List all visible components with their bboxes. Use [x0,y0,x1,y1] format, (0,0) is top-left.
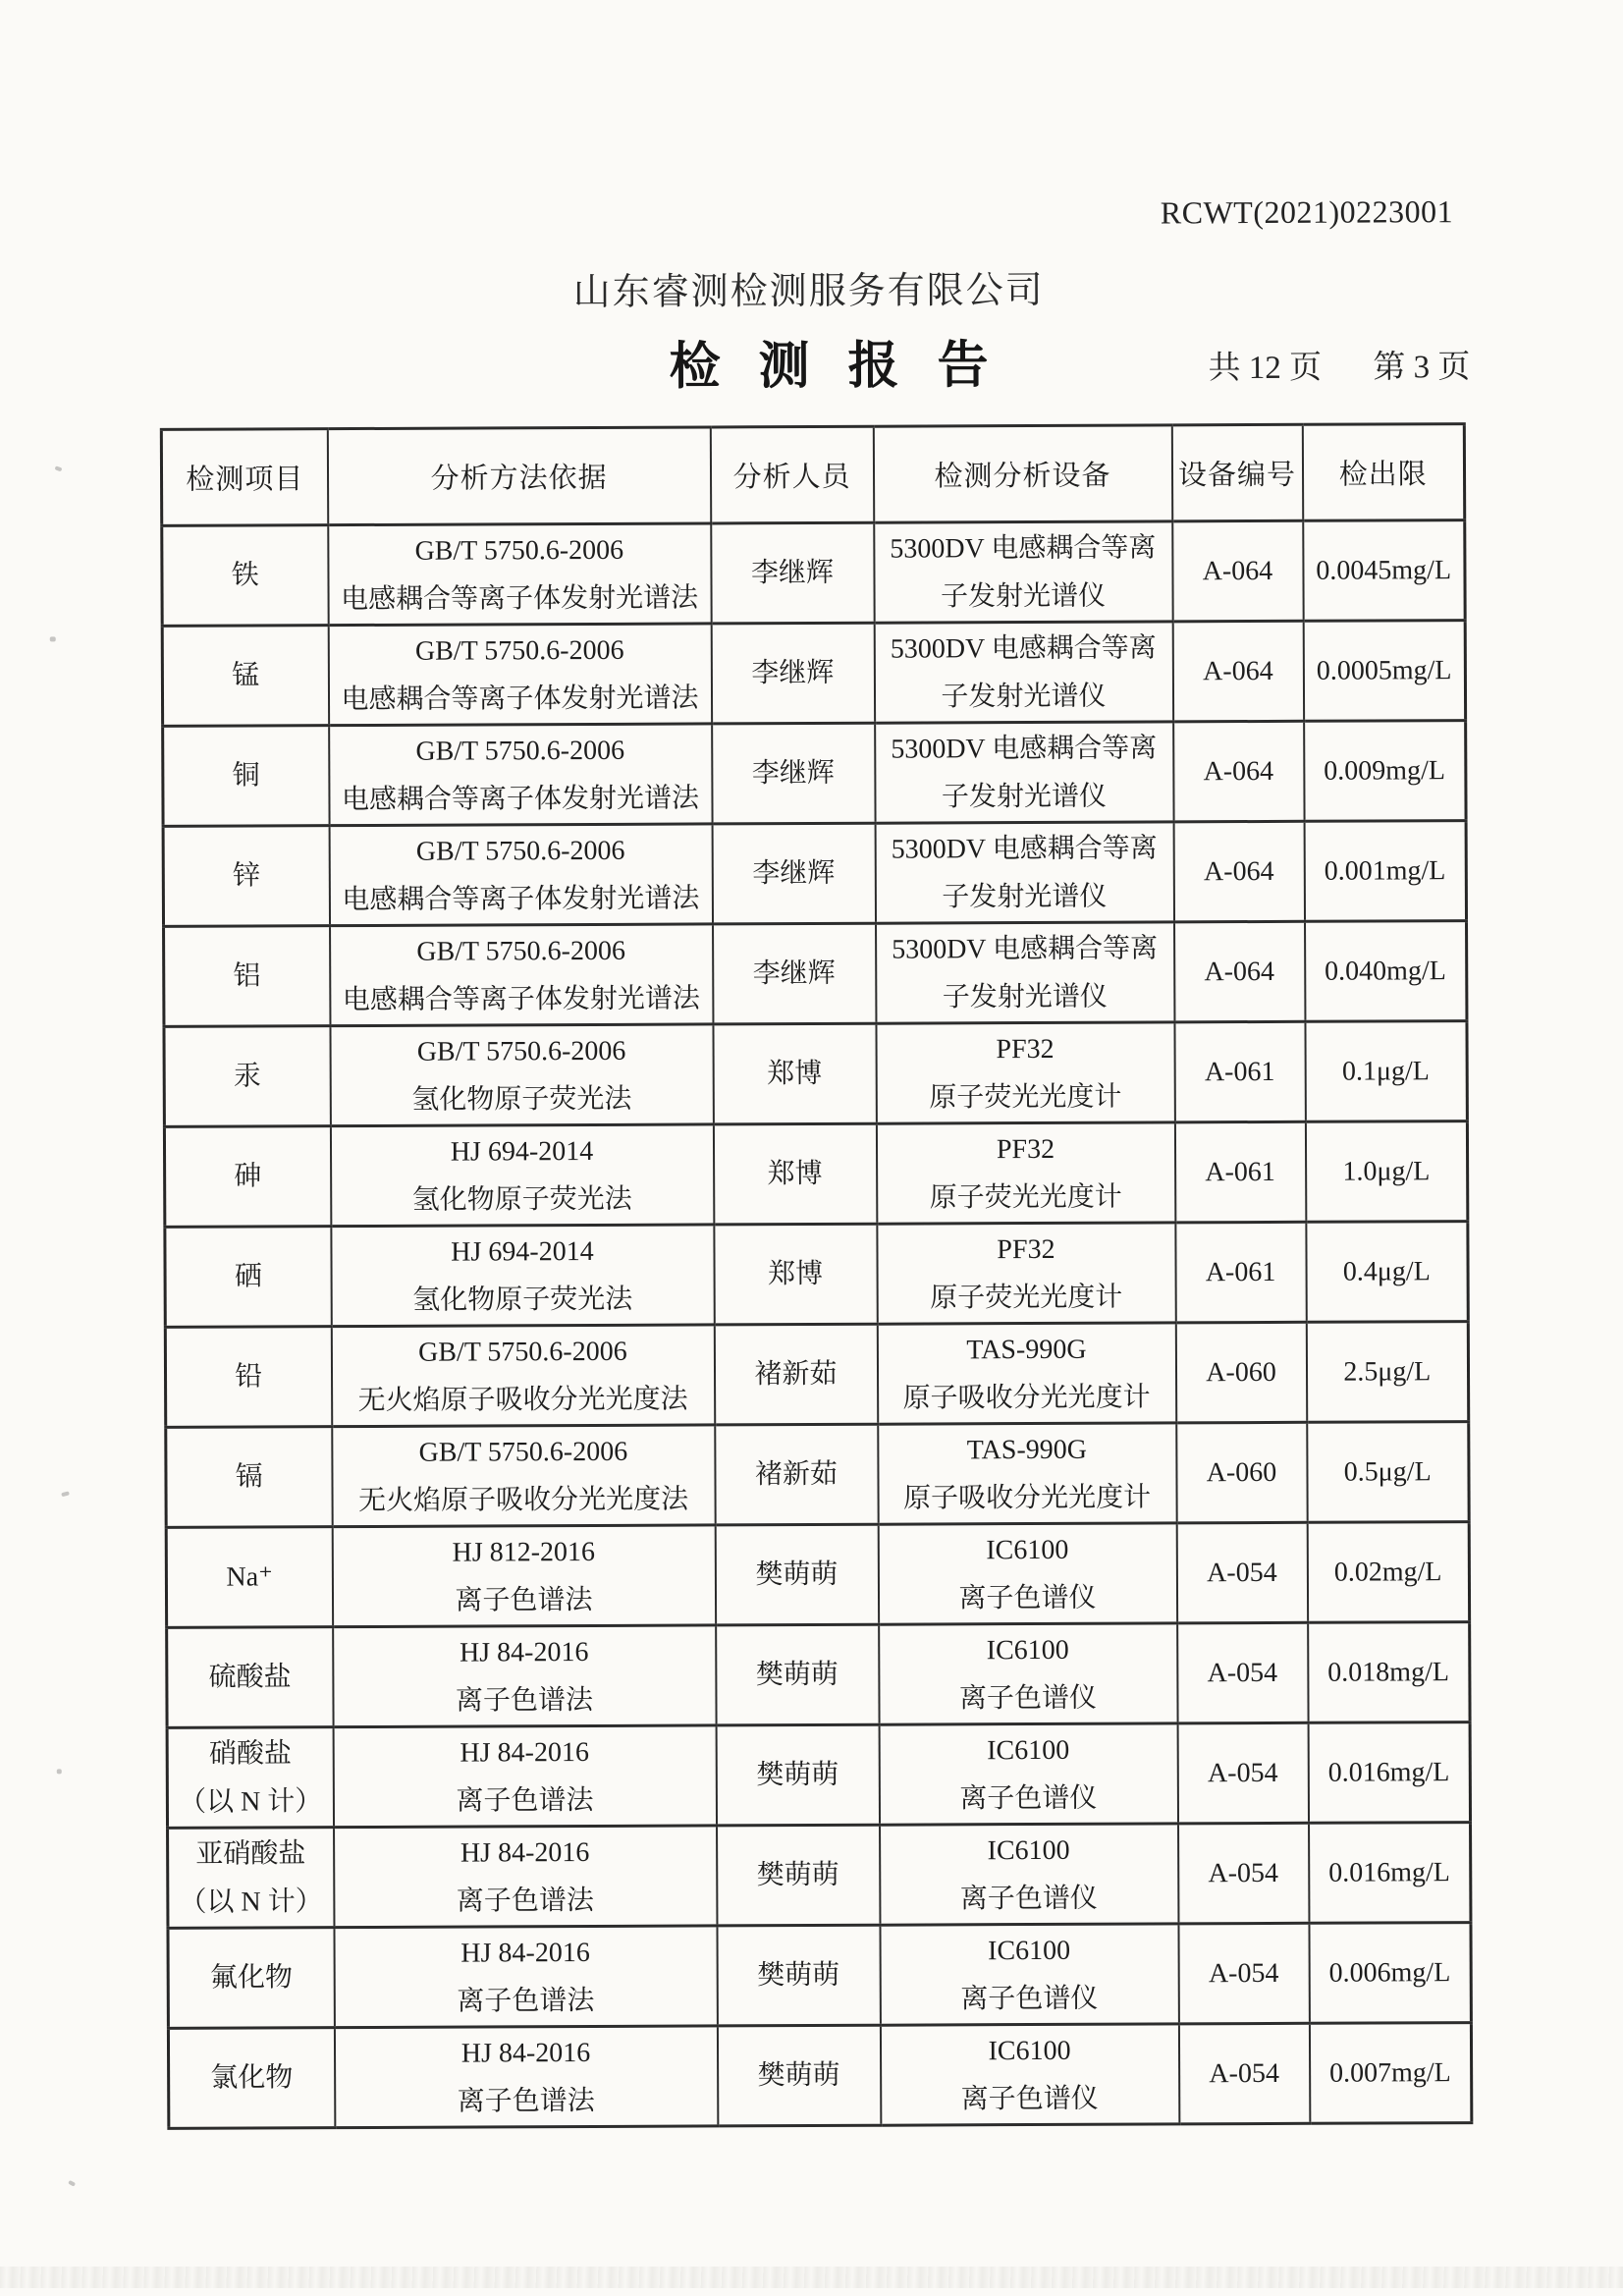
table-row [167,1622,1470,1728]
analyst-cell: 褚新茹 [754,1458,839,1491]
detection-limit-cell: 0.1μg/L [1341,1056,1430,1087]
test-item-cell: 铝 [233,960,261,992]
col-header-detection-limit: 检出限 [1302,424,1464,521]
analyst-cell: 樊萌萌 [757,1959,840,1992]
test-item-cell: 铜 [232,760,260,792]
table-row [163,721,1466,827]
analyst-cell: 李继辉 [751,657,835,689]
test-item-cell: 氯化物 [210,2062,294,2094]
equipment-no-cell: A-061 [1205,1156,1275,1188]
analyst-cell: 郑博 [767,1158,823,1190]
scan-speck [68,2180,76,2187]
equipment-no-cell: A-060 [1206,1356,1276,1389]
detection-limit-cell: 0.007mg/L [1328,2057,1451,2089]
analyst-cell: 李继辉 [752,957,836,990]
report-number: RCWT(2021)0223001 [1160,193,1454,231]
equipment-no-cell: A-060 [1206,1456,1277,1489]
scan-speck [50,636,56,641]
method-basis-cell: GB/T 5750.6-2006 无火焰原子吸收分光光度法 [357,1336,688,1416]
detection-limit-cell: 0.0005mg/L [1316,655,1452,686]
company-name: 山东睿测检测服务有限公司 [572,269,1045,314]
equipment-cell: PF32 原子荧光光度计 [929,1133,1122,1213]
method-basis-cell: HJ 694-2014 氢化物原子荧光法 [411,1135,632,1216]
equipment-cell: PF32 原子荧光光度计 [930,1233,1123,1313]
analyst-cell: 李继辉 [752,857,836,890]
detection-limit-cell: 0.001mg/L [1324,855,1446,887]
method-basis-cell: GB/T 5750.6-2006 氢化物原子荧光法 [411,1035,632,1116]
test-item-cell: 硝酸盐 （以 N 计） [178,1737,323,1818]
test-item-cell: 铁 [231,560,259,591]
table-row [163,821,1466,927]
analyst-cell: 郑博 [767,1058,823,1090]
method-basis-cell: HJ 812-2016 离子色谱法 [452,1536,596,1616]
table-row [165,1322,1468,1428]
col-header-analyst: 分析人员 [710,426,873,523]
equipment-no-cell: A-064 [1203,755,1274,788]
equipment-cell: IC6100 离子色谱仪 [959,1834,1098,1914]
analyst-cell: 樊萌萌 [755,1558,839,1591]
equipment-cell: TAS-990G 原子吸收分光光度计 [902,1334,1151,1414]
equipment-no-cell: A-064 [1204,956,1275,988]
detection-limit-cell: 0.016mg/L [1327,1757,1450,1788]
equipment-cell: IC6100 离子色谱仪 [960,1935,1099,2014]
analyst-cell: 褚新茹 [754,1358,838,1391]
detection-limit-cell: 0.016mg/L [1328,1857,1450,1888]
test-item-cell: 锰 [232,660,260,691]
detection-limit-cell: 2.5μg/L [1343,1356,1432,1388]
method-basis-cell: GB/T 5750.6-2006 电感耦合等离子体发射光谱法 [342,935,700,1015]
table-header-row [161,424,1464,526]
test-item-cell: 镉 [235,1461,263,1493]
detection-limit-cell: 0.5μg/L [1343,1456,1432,1488]
equipment-cell: 5300DV 电感耦合等离 子发射光谱仪 [890,631,1157,712]
table-row [162,621,1465,727]
test-item-cell: 锌 [232,860,261,892]
page-current-label: 第 3 页 [1373,350,1471,386]
detection-limit-cell: 0.4μg/L [1342,1256,1431,1287]
equipment-no-cell: A-054 [1207,1657,1278,1689]
detection-limit-cell: 0.006mg/L [1328,1957,1451,1989]
table-row [162,520,1465,627]
analyst-cell: 樊萌萌 [756,1859,839,1891]
table-row [168,1923,1471,2029]
test-item-cell: 砷 [234,1161,262,1192]
table-row [164,921,1467,1027]
scan-speck [55,465,63,471]
table-row [164,1021,1467,1127]
method-basis-cell: HJ 84-2016 离子色谱法 [455,1636,594,1717]
equipment-cell: IC6100 离子色谱仪 [958,1534,1097,1613]
page-info [1208,341,1470,388]
table-row [165,1222,1468,1328]
method-basis-cell: GB/T 5750.6-2006 电感耦合等离子体发射光谱法 [341,634,699,715]
scan-speck [57,1769,62,1774]
scan-edge-artifact [0,2267,1623,2288]
equipment-no-cell: A-054 [1208,1957,1279,1990]
equipment-no-cell: A-054 [1207,1757,1278,1789]
detection-limit-cell: 0.018mg/L [1327,1657,1450,1688]
equipment-no-cell: A-054 [1208,1857,1279,1889]
test-item-cell: 硫酸盐 [208,1662,292,1693]
test-item-cell: 汞 [233,1061,262,1092]
method-basis-cell: HJ 84-2016 离子色谱法 [457,2037,595,2117]
detection-limit-cell: 0.02mg/L [1333,1557,1442,1588]
detection-limit-cell: 0.0045mg/L [1316,555,1452,586]
test-item-cell: 铅 [235,1361,263,1393]
equipment-cell: 5300DV 电感耦合等离 子发射光谱仪 [891,732,1158,812]
equipment-no-cell: A-061 [1204,1056,1275,1088]
analyst-cell: 李继辉 [751,757,835,790]
table-row [167,1722,1470,1829]
test-methods-table [160,422,1474,2130]
table-row [166,1422,1469,1528]
equipment-cell: IC6100 离子色谱仪 [959,1734,1098,1814]
detection-limit-cell: 0.040mg/L [1325,956,1446,987]
analyst-cell: 郑博 [767,1258,824,1290]
method-basis-cell: HJ 84-2016 离子色谱法 [456,1836,594,1917]
test-item-cell: 氟化物 [209,1962,294,1994]
test-item-cell: 亚硝酸盐 （以 N 计） [179,1837,323,1918]
method-basis-cell: GB/T 5750.6-2006 电感耦合等离子体发射光谱法 [341,735,700,815]
analyst-cell: 樊萌萌 [755,1659,839,1691]
equipment-cell: 5300DV 电感耦合等离 子发射光谱仪 [892,932,1159,1012]
equipment-cell: 5300DV 电感耦合等离 子发射光谱仪 [890,531,1157,612]
test-item-cell: Na⁺ [226,1561,273,1593]
method-basis-cell: HJ 84-2016 离子色谱法 [456,1736,594,1817]
equipment-no-cell: A-064 [1203,655,1273,687]
equipment-no-cell: A-061 [1205,1256,1276,1288]
table-row [168,1823,1471,1929]
table-row [164,1121,1467,1228]
equipment-cell: IC6100 离子色谱仪 [960,2035,1099,2114]
col-header-equipment-no: 设备编号 [1171,424,1302,521]
equipment-no-cell: A-064 [1203,855,1274,888]
scan-speck [61,1491,70,1497]
col-header-test-item: 检测项目 [161,429,327,526]
detection-limit-cell: 0.009mg/L [1324,755,1445,787]
method-basis-cell: HJ 694-2014 氢化物原子荧光法 [412,1235,633,1316]
test-item-cell: 硒 [234,1261,262,1292]
method-basis-cell: GB/T 5750.6-2006 电感耦合等离子体发射光谱法 [342,835,700,915]
equipment-cell: PF32 原子荧光光度计 [929,1033,1122,1113]
equipment-cell: 5300DV 电感耦合等离 子发射光谱仪 [891,832,1158,912]
table-row [168,2023,1471,2129]
analyst-cell: 樊萌萌 [757,2059,840,2092]
equipment-no-cell: A-054 [1207,1557,1277,1589]
equipment-no-cell: A-064 [1202,555,1273,587]
equipment-cell: TAS-990G 原子吸收分光光度计 [902,1434,1152,1514]
detection-limit-cell: 1.0μg/L [1342,1156,1431,1187]
pages-total-label: 共 12 页 [1208,350,1323,387]
analyst-cell: 樊萌萌 [756,1759,839,1791]
report-title: 检 测 报 告 [669,338,1001,396]
equipment-no-cell: A-054 [1209,2057,1279,2090]
col-header-method-basis: 分析方法依据 [327,427,710,525]
method-basis-cell: HJ 84-2016 离子色谱法 [457,1937,595,2017]
col-header-equipment: 检测分析设备 [873,425,1171,522]
equipment-cell: IC6100 离子色谱仪 [958,1634,1098,1714]
method-basis-cell: GB/T 5750.6-2006 无火焰原子吸收分光光度法 [357,1436,689,1516]
method-basis-cell: GB/T 5750.6-2006 电感耦合等离子体发射光谱法 [340,534,699,615]
analyst-cell: 李继辉 [750,557,835,589]
table-row [166,1522,1469,1628]
